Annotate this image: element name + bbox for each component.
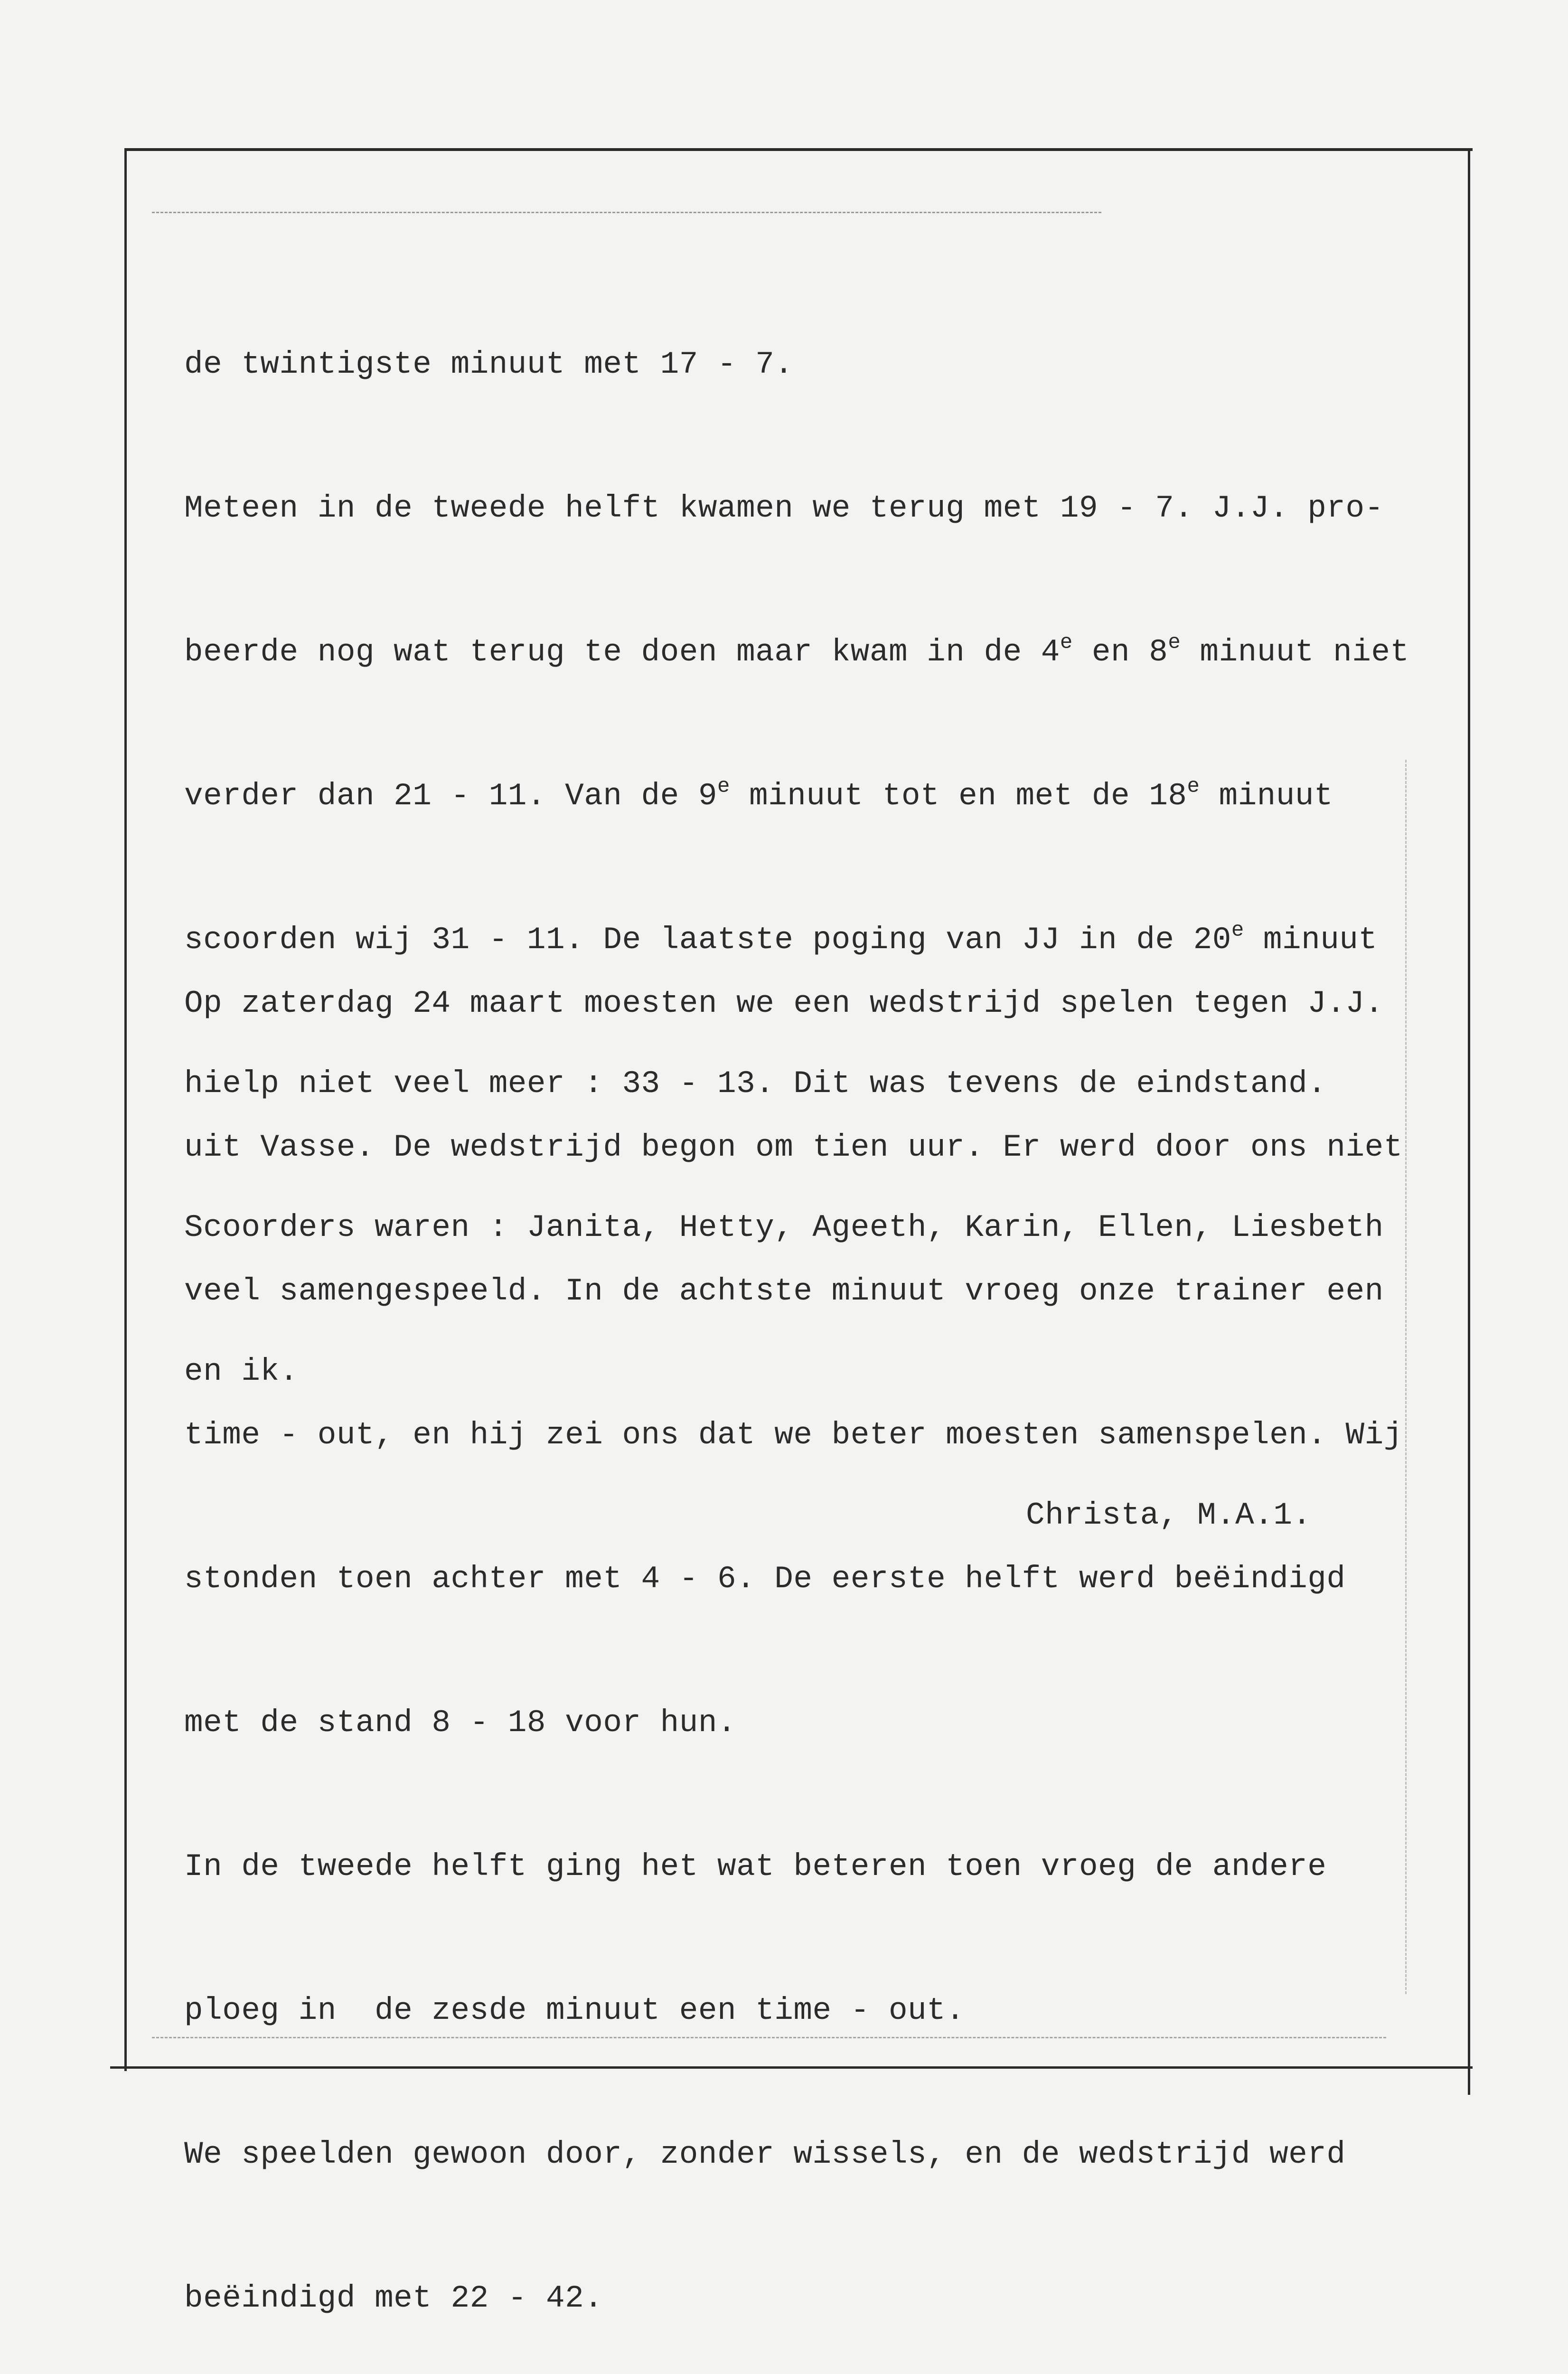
ordinal-superscript: e bbox=[1187, 774, 1200, 799]
ordinal-superscript: e bbox=[717, 774, 730, 799]
text-segment: met de stand 8 - 18 voor hun. bbox=[184, 1705, 737, 1741]
text-segment: verder dan 21 - 11. Van de 9 bbox=[184, 778, 717, 814]
report-line bbox=[184, 484, 1409, 532]
text-segment: minuut bbox=[1244, 922, 1378, 958]
text-segment: minuut tot en met de 18 bbox=[730, 778, 1187, 814]
text-segment: stonden toen achter met 4 - 6. De eerste helft werd beëindigd bbox=[184, 1561, 1346, 1597]
report-line bbox=[184, 1411, 1422, 1459]
text-segment: hielp niet veel meer : 33 - 13. Dit was tevens de eindstand. bbox=[184, 1066, 1327, 1102]
ordinal-superscript: e bbox=[1231, 918, 1244, 942]
report-line bbox=[184, 628, 1409, 676]
text-segment: en ik. bbox=[184, 1354, 299, 1389]
text-segment: minuut bbox=[1200, 778, 1333, 814]
frame-top-border bbox=[124, 148, 1473, 151]
report-line bbox=[184, 1987, 1422, 2035]
text-segment: We speelden gewoon door, zonder wissels, en de wedstrijd werd bbox=[184, 2137, 1346, 2172]
text-segment: beëindigd met 22 - 42. bbox=[184, 2280, 603, 2316]
ordinal-superscript: e bbox=[1060, 631, 1073, 655]
text-segment: minuut niet bbox=[1181, 634, 1409, 670]
text-segment: time - out, en hij zei ons dat we beter moesten samenspelen. Wij bbox=[184, 1417, 1403, 1453]
report-line bbox=[184, 772, 1409, 820]
report-line bbox=[184, 1699, 1422, 1747]
text-segment: en 8 bbox=[1072, 634, 1168, 670]
inner-dashed-top bbox=[152, 212, 1101, 213]
frame-left-border bbox=[124, 148, 127, 2071]
match-report-2 bbox=[184, 884, 1422, 2374]
ordinal-superscript: e bbox=[1168, 631, 1181, 655]
report-line bbox=[184, 1267, 1422, 1315]
frame-right-border bbox=[1468, 148, 1470, 2095]
text-segment: scoorden wij 31 - 11. De laatste poging van JJ in de 20 bbox=[184, 922, 1231, 958]
text-segment: Scoorders waren : Janita, Hetty, Ageeth, Karin, Ellen, Liesbeth bbox=[184, 1210, 1384, 1245]
signature-christa: Christa, M.A.1. bbox=[1026, 1498, 1312, 1533]
report-line bbox=[184, 2130, 1422, 2178]
report-line bbox=[184, 1843, 1422, 1891]
text-segment: uit Vasse. De wedstrijd begon om tien uur. Er werd door ons niet bbox=[184, 1130, 1403, 1165]
report-line bbox=[184, 340, 1409, 388]
report-line bbox=[184, 1555, 1422, 1603]
text-segment: beerde nog wat terug te doen maar kwam in de 4 bbox=[184, 634, 1060, 670]
text-segment: Op zaterdag 24 maart moesten we een wedstrijd spelen tegen J.J. bbox=[184, 986, 1384, 1021]
text-segment: In de tweede helft ging het wat beteren toen vroeg de andere bbox=[184, 1849, 1327, 1884]
text-segment: de twintigste minuut met 17 - 7. bbox=[184, 347, 794, 382]
report-line bbox=[184, 2274, 1422, 2322]
text-segment: veel samengespeeld. In de achtste minuut vroeg onze trainer een bbox=[184, 1273, 1384, 1309]
report-line bbox=[184, 980, 1422, 1027]
report-line bbox=[184, 1123, 1422, 1171]
text-segment: Meteen in de tweede helft kwamen we terug met 19 - 7. J.J. pro- bbox=[184, 490, 1384, 526]
text-segment: ploeg in de zesde minuut een time - out. bbox=[184, 1993, 965, 2028]
